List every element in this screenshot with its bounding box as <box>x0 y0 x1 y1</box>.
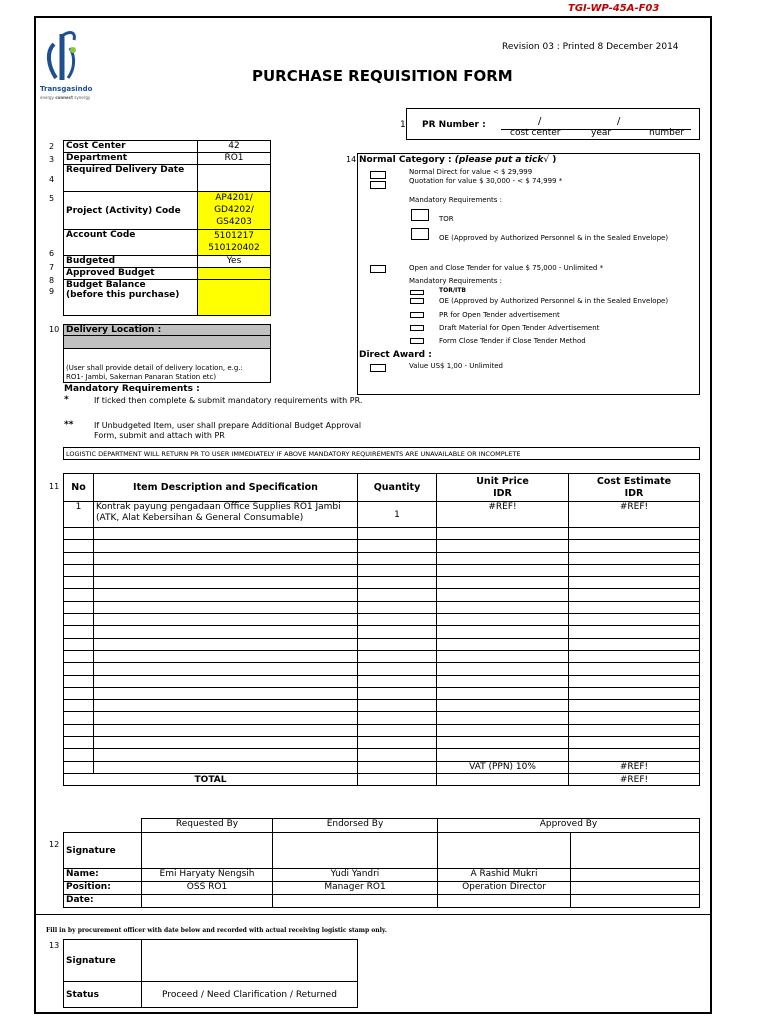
empty-cell[interactable] <box>569 577 700 589</box>
header-no: No <box>64 474 94 502</box>
table-row <box>64 564 700 576</box>
signature-header-row <box>64 819 700 833</box>
empty-cell[interactable] <box>358 700 437 712</box>
field-value[interactable] <box>198 268 271 280</box>
empty-cell[interactable] <box>569 700 700 712</box>
table-row <box>64 614 700 626</box>
checkbox-open-close-tender[interactable] <box>370 265 386 273</box>
category-item: Value US$ 1,00 - Unlimited <box>409 362 503 370</box>
category-title-hint: (please put a tick <box>454 155 544 165</box>
table-row <box>64 687 700 699</box>
approved-date[interactable] <box>438 895 571 908</box>
table-row <box>64 589 700 601</box>
empty-cell[interactable] <box>358 552 437 564</box>
field-index: 7 <box>49 263 55 272</box>
delivery-location-input[interactable] <box>63 336 271 349</box>
empty-cell[interactable] <box>437 687 569 699</box>
empty-cell[interactable] <box>64 601 94 613</box>
checkbox-tor-itb[interactable] <box>410 290 424 295</box>
empty-cell[interactable] <box>94 663 358 675</box>
empty-cell[interactable] <box>569 564 700 576</box>
checkbox-oe[interactable] <box>411 228 429 240</box>
empty-cell[interactable] <box>64 650 94 662</box>
signature-approved[interactable] <box>438 833 571 869</box>
header-description: Item Description and Specification <box>94 474 358 502</box>
category-title-close: ) <box>549 155 557 165</box>
items-index: 11 <box>49 482 60 491</box>
requested-position[interactable]: OSS RO1 <box>142 882 273 895</box>
category-item: Open and Close Tender for value $ 75,000 - Unlimited * <box>409 264 604 272</box>
empty-cell[interactable] <box>94 638 358 650</box>
procurement-signature-field[interactable] <box>142 940 358 982</box>
empty-cell[interactable] <box>437 749 569 761</box>
empty-cell[interactable] <box>64 528 94 540</box>
empty-cell[interactable] <box>569 650 700 662</box>
table-row <box>64 626 700 638</box>
note-mark: ** <box>64 420 74 430</box>
pr-sep-1: / <box>538 116 542 127</box>
category-item: Quotation for value $ 30,000 - < $ 74,999 * <box>409 177 563 185</box>
empty-cell[interactable] <box>437 737 569 749</box>
empty-cell[interactable] <box>358 626 437 638</box>
field-value[interactable]: 42 <box>198 141 271 153</box>
endorsed-name[interactable]: Yudi Yandri <box>273 869 438 882</box>
field-row <box>64 230 271 256</box>
empty-cell[interactable] <box>437 650 569 662</box>
category-title <box>359 155 556 165</box>
category-item: PR for Open Tender advertisement <box>439 311 560 319</box>
pr-number-caption: number <box>649 128 685 138</box>
note-text: If ticked then complete & submit mandatory requirements with PR. <box>94 396 363 405</box>
procurement-divider <box>36 914 710 915</box>
endorsed-position[interactable]: Manager RO1 <box>273 882 438 895</box>
total-row <box>64 773 700 785</box>
empty-cell[interactable] <box>437 626 569 638</box>
empty-cell[interactable] <box>358 601 437 613</box>
empty-cell[interactable] <box>569 528 700 540</box>
field-label: Cost Center <box>64 141 198 153</box>
empty-cell[interactable] <box>569 601 700 613</box>
vat-label: VAT (PPN) 10% <box>437 761 569 773</box>
category-title-text: Normal Category : <box>359 155 455 165</box>
empty-cell[interactable] <box>569 712 700 724</box>
field-label: Department <box>64 153 198 165</box>
empty-cell[interactable] <box>94 614 358 626</box>
delivery-location-note: (User shall provide detail of delivery location, e.g.: RO1- Jambi, Sakernan Panaran Station etc) <box>66 364 243 381</box>
endorsed-date[interactable] <box>273 895 438 908</box>
category-item: Mandatory Requirements : <box>409 277 503 285</box>
empty-cell[interactable] <box>358 724 437 736</box>
empty-cell[interactable] <box>358 564 437 576</box>
field-label: Project (Activity) Code <box>64 192 198 230</box>
pr-number-index: 1 <box>400 120 406 130</box>
empty-cell[interactable] <box>569 589 700 601</box>
name-row <box>64 869 700 882</box>
vat-value: #REF! <box>569 761 700 773</box>
empty-cell[interactable] <box>358 737 437 749</box>
vat-no-cell <box>64 761 94 773</box>
table-row <box>64 712 700 724</box>
empty-cell[interactable] <box>94 687 358 699</box>
empty-cell[interactable] <box>358 638 437 650</box>
empty-cell[interactable] <box>64 638 94 650</box>
checkbox-normal-direct[interactable] <box>370 171 386 179</box>
empty-cell[interactable] <box>64 712 94 724</box>
empty-cell[interactable] <box>94 737 358 749</box>
category-item: TOR <box>439 215 454 223</box>
empty-cell[interactable] <box>358 675 437 687</box>
procurement-signature-label: Signature <box>64 940 142 982</box>
empty-cell[interactable] <box>64 540 94 552</box>
header-unit-price: Unit Price IDR <box>437 474 569 502</box>
empty-cell[interactable] <box>64 724 94 736</box>
category-index: 14 <box>346 155 357 164</box>
empty-cell[interactable] <box>569 552 700 564</box>
empty-cell[interactable] <box>437 712 569 724</box>
row-description[interactable]: Kontrak payung pengadaan Office Supplies RO1 Jambi (ATK, Alat Kebersihan & General Consumable) <box>94 502 358 528</box>
row-label-signature: Signature <box>64 833 142 869</box>
field-value[interactable]: Yes <box>198 256 271 268</box>
empty-cell[interactable] <box>358 749 437 761</box>
empty-cell[interactable] <box>94 626 358 638</box>
procurement-status-label: Status <box>64 982 142 1008</box>
empty-cell[interactable] <box>569 614 700 626</box>
table-row <box>64 528 700 540</box>
approved-name-extra <box>571 869 700 882</box>
delivery-location-label: Delivery Location : <box>63 324 271 336</box>
category-item: OE (Approved by Authorized Personnel & in the Sealed Envelope) <box>439 234 669 242</box>
field-value[interactable]: 5101217 510120402 <box>198 230 271 256</box>
pr-sep-2: / <box>617 116 621 127</box>
note-text: If Unbudgeted Item, user shall prepare Additional Budget Approval Form, submit and attach with PR <box>94 421 362 440</box>
row-label-date: Date: <box>64 895 142 908</box>
empty-cell[interactable] <box>569 638 700 650</box>
pr-number-box <box>406 108 700 140</box>
row-label-position: Position: <box>64 882 142 895</box>
empty-cell[interactable] <box>569 540 700 552</box>
field-index: 4 <box>49 175 55 184</box>
tick-icon: √ <box>543 155 550 165</box>
empty-cell[interactable] <box>437 663 569 675</box>
vat-qty-cell <box>358 761 437 773</box>
table-row <box>64 502 700 528</box>
checkbox-draft-material[interactable] <box>410 325 424 331</box>
procurement-signature-row <box>64 940 358 982</box>
empty-cell[interactable] <box>358 650 437 662</box>
header-approved-by: Approved By <box>438 819 700 833</box>
table-row <box>64 650 700 662</box>
total-label: TOTAL <box>64 773 358 785</box>
date-row <box>64 895 700 908</box>
header-cost-estimate: Cost Estimate IDR <box>569 474 700 502</box>
empty-cell[interactable] <box>358 712 437 724</box>
empty-cell[interactable] <box>569 626 700 638</box>
empty-cell[interactable] <box>437 577 569 589</box>
empty-cell[interactable] <box>358 614 437 626</box>
row-unit-price[interactable]: #REF! <box>437 502 569 528</box>
empty-cell[interactable] <box>358 589 437 601</box>
empty-cell[interactable] <box>358 687 437 699</box>
field-index: 3 <box>49 155 55 164</box>
procurement-note: Fill in by procurement officer with date below and recorded with actual receiving logistic stamp only. <box>46 927 387 934</box>
tagline-mid: connect <box>55 95 74 100</box>
pr-year-caption: year <box>591 128 612 138</box>
signature-index: 12 <box>49 840 60 849</box>
empty-cell[interactable] <box>358 540 437 552</box>
empty-cell[interactable] <box>94 577 358 589</box>
empty-cell[interactable] <box>569 724 700 736</box>
empty-cell[interactable] <box>94 589 358 601</box>
table-row <box>64 663 700 675</box>
signature-endorsed[interactable] <box>273 833 438 869</box>
category-item: OE (Approved by Authorized Personnel & in the Sealed Envelope) <box>439 297 669 305</box>
signature-row <box>64 833 700 869</box>
form-title: PURCHASE REQUISITION FORM <box>252 67 513 85</box>
category-item: Normal Direct for value < $ 29,999 <box>409 168 533 176</box>
empty-cell[interactable] <box>358 528 437 540</box>
field-index: 9 <box>49 287 55 296</box>
procurement-status-value[interactable]: Proceed / Need Clarification / Returned <box>142 982 358 1008</box>
empty-cell[interactable] <box>94 601 358 613</box>
field-index: 6 <box>49 249 55 258</box>
row-quantity[interactable]: 1 <box>358 502 437 528</box>
empty-cell[interactable] <box>64 552 94 564</box>
empty-cell[interactable] <box>437 564 569 576</box>
header-fields-table <box>63 140 271 316</box>
category-item: Draft Material for Open Tender Advertisement <box>439 324 600 332</box>
requested-date[interactable] <box>142 895 273 908</box>
empty-cell[interactable] <box>437 700 569 712</box>
company-name: Transgasindo <box>40 85 93 93</box>
vat-desc-cell <box>94 761 358 773</box>
empty-cell[interactable] <box>64 564 94 576</box>
checkbox-tor[interactable] <box>411 209 429 221</box>
field-index: 5 <box>49 194 55 203</box>
row-cost-estimate[interactable]: #REF! <box>569 502 700 528</box>
empty-cell[interactable] <box>94 650 358 662</box>
checkbox-direct-award[interactable] <box>370 364 386 372</box>
field-label: Budgeted <box>64 256 198 268</box>
field-row <box>64 192 271 230</box>
field-row <box>64 280 271 316</box>
empty-cell[interactable] <box>569 675 700 687</box>
category-item: TOR/ITB <box>439 287 466 294</box>
transgasindo-logo-icon <box>40 26 90 86</box>
empty-cell[interactable] <box>64 589 94 601</box>
category-item: Form Close Tender if Close Tender Method <box>439 337 586 345</box>
empty-cell[interactable] <box>64 737 94 749</box>
empty-cell[interactable] <box>358 663 437 675</box>
delivery-location-note-box <box>63 349 271 383</box>
signature-requested[interactable] <box>142 833 273 869</box>
empty-cell[interactable] <box>358 577 437 589</box>
signature-corner <box>64 819 142 833</box>
table-row <box>64 540 700 552</box>
position-row <box>64 882 700 895</box>
empty-cell[interactable] <box>64 687 94 699</box>
approved-position[interactable]: Operation Director <box>438 882 571 895</box>
total-value: #REF! <box>569 773 700 785</box>
pr-cost-center-caption: cost center <box>510 128 561 138</box>
empty-cell[interactable] <box>94 552 358 564</box>
checkbox-form-close-tender[interactable] <box>410 338 424 344</box>
row-label-name: Name: <box>64 869 142 882</box>
total-price-cell <box>437 773 569 785</box>
note-mark: * <box>64 395 69 405</box>
approved-position-extra <box>571 882 700 895</box>
field-row <box>64 153 271 165</box>
header-endorsed-by: Endorsed By <box>273 819 438 833</box>
header-requested-by: Requested By <box>142 819 273 833</box>
category-box <box>357 153 700 395</box>
field-index: 8 <box>49 276 55 285</box>
empty-cell[interactable] <box>64 626 94 638</box>
empty-cell[interactable] <box>569 687 700 699</box>
revision-text: Revision 03 : Printed 8 December 2014 <box>502 42 679 52</box>
empty-cell[interactable] <box>437 724 569 736</box>
empty-cell[interactable] <box>94 540 358 552</box>
document-code: TGI-WP-45A-F03 <box>568 3 660 14</box>
header-quantity: Quantity <box>358 474 437 502</box>
empty-cell[interactable] <box>437 540 569 552</box>
table-row <box>64 577 700 589</box>
empty-cell[interactable] <box>437 552 569 564</box>
signature-approved-extra[interactable] <box>571 833 700 869</box>
empty-cell[interactable] <box>94 749 358 761</box>
empty-cell[interactable] <box>437 638 569 650</box>
items-header-row <box>64 474 700 502</box>
tagline-pre: energy <box>40 95 56 100</box>
field-value[interactable] <box>198 280 271 316</box>
table-row <box>64 724 700 736</box>
empty-cell[interactable] <box>437 675 569 687</box>
field-row <box>64 165 271 192</box>
total-qty-cell <box>358 773 437 785</box>
empty-cell[interactable] <box>64 749 94 761</box>
row-no: 1 <box>64 502 94 528</box>
blank-rows <box>64 528 700 762</box>
field-value[interactable]: RO1 <box>198 153 271 165</box>
empty-cell[interactable] <box>569 749 700 761</box>
empty-cell[interactable] <box>64 663 94 675</box>
empty-cell[interactable] <box>64 675 94 687</box>
field-label: Account Code <box>64 230 198 256</box>
field-row <box>64 256 271 268</box>
procurement-table <box>63 939 358 1008</box>
mandatory-title: Mandatory Requirements : <box>64 384 200 394</box>
empty-cell[interactable] <box>94 700 358 712</box>
empty-cell[interactable] <box>64 700 94 712</box>
table-row <box>64 601 700 613</box>
procurement-status-row <box>64 982 358 1008</box>
empty-cell[interactable] <box>437 528 569 540</box>
field-index: 2 <box>49 142 55 151</box>
field-label: Required Delivery Date <box>64 165 198 192</box>
requested-name[interactable]: Emi Haryaty Nengsih <box>142 869 273 882</box>
approved-date-extra <box>571 895 700 908</box>
signature-table <box>63 818 700 908</box>
procurement-index: 13 <box>49 941 60 950</box>
checkbox-pr-open-tender[interactable] <box>410 312 424 318</box>
empty-cell[interactable] <box>94 564 358 576</box>
table-row <box>64 737 700 749</box>
company-logo <box>40 26 93 106</box>
field-index: 10 <box>49 325 60 334</box>
field-row <box>64 268 271 280</box>
field-row <box>64 141 271 153</box>
category-item: Mandatory Requirements : <box>409 196 503 204</box>
table-row <box>64 552 700 564</box>
items-table <box>63 473 700 786</box>
field-label: Budget Balance (before this purchase) <box>64 280 198 316</box>
empty-cell[interactable] <box>569 737 700 749</box>
empty-cell[interactable] <box>94 712 358 724</box>
logistic-notice: LOGISTIC DEPARTMENT WILL RETURN PR TO USER IMMEDIATELY IF ABOVE MANDATORY REQUIREMENTS ARE UNAVAILABLE OR INCOMPLETE <box>63 447 700 460</box>
company-tagline <box>40 95 90 100</box>
table-row <box>64 749 700 761</box>
table-row <box>64 700 700 712</box>
approved-name[interactable]: A Rashid Mukri <box>438 869 571 882</box>
empty-cell[interactable] <box>64 614 94 626</box>
empty-cell[interactable] <box>94 724 358 736</box>
vat-row <box>64 761 700 773</box>
direct-award-title: Direct Award : <box>359 350 432 360</box>
empty-cell[interactable] <box>94 675 358 687</box>
tagline-post: synergy <box>73 95 91 100</box>
pr-number-label: PR Number : <box>422 120 486 130</box>
table-row <box>64 675 700 687</box>
empty-cell[interactable] <box>94 528 358 540</box>
empty-cell[interactable] <box>64 577 94 589</box>
empty-cell[interactable] <box>569 663 700 675</box>
field-value[interactable] <box>198 165 271 192</box>
empty-cell[interactable] <box>437 601 569 613</box>
checkbox-oe-tender[interactable] <box>410 298 424 304</box>
field-label: Approved Budget <box>64 268 198 280</box>
table-row <box>64 638 700 650</box>
empty-cell[interactable] <box>437 589 569 601</box>
checkbox-quotation[interactable] <box>370 181 386 189</box>
field-value[interactable]: AP4201/ GD4202/ GS4203 <box>198 192 271 230</box>
empty-cell[interactable] <box>437 614 569 626</box>
